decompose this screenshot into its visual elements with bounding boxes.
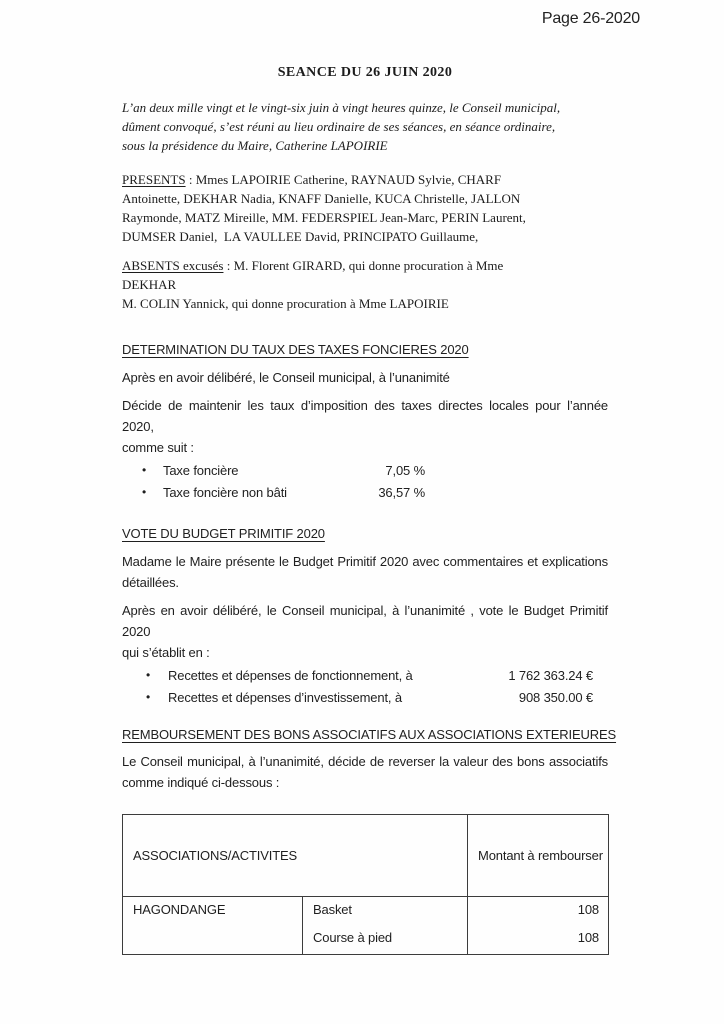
bullet-item	[122, 665, 608, 687]
intro-line: dûment convoqué, s’est réuni au lieu ordinaire de ses séances, en séance ordinaire,	[122, 119, 556, 134]
paragraph-line: Après en avoir délibéré, le Conseil municipal, à l’unanimité , vote le Budget Primitif 2020	[122, 603, 608, 639]
bullet-icon: •	[146, 668, 151, 682]
table-cell-activity: Basket	[303, 897, 468, 925]
presents-line: Antoinette, DEKHAR Nadia, KNAFF Danielle, KUCA Christelle, JALLON	[122, 191, 521, 206]
table-cell-amount: 108	[577, 929, 600, 945]
presents-line-rest: : Mmes LAPOIRIE Catherine, RAYNAUD Sylvie, CHARF	[185, 172, 502, 187]
presents-line: DUMSER Daniel, LA VAULLEE David, PRINCIPATO Guillaume,	[122, 229, 479, 244]
paragraph	[122, 367, 608, 388]
bullet-label: Taxe foncière	[163, 463, 239, 478]
associations-table	[122, 814, 609, 955]
absents-label: ABSENTS excusés	[122, 258, 224, 273]
bullet-item	[122, 482, 608, 504]
bullet-list-budget	[122, 665, 608, 709]
paragraph-line: Le Conseil municipal, à l’unanimité, décide de reverser la valeur des bons associatifs	[122, 754, 608, 769]
absents-paragraph	[122, 256, 608, 313]
paragraph-line: Après en avoir délibéré, le Conseil municipal, à l’unanimité	[122, 370, 450, 385]
intro-line: sous la présidence du Maire, Catherine LAPOIRIE	[122, 138, 388, 153]
paragraph-line: Décide de maintenir les taux d’imposition des taxes directes locales pour l’année 2020,	[122, 398, 608, 434]
paragraph	[122, 395, 608, 458]
paragraph	[122, 551, 608, 593]
paragraph-line: Madame le Maire présente le Budget Primitif 2020 avec commentaires et explications	[122, 554, 608, 569]
paragraph-line: qui s’établit en :	[122, 645, 210, 660]
bullet-icon: •	[142, 463, 147, 477]
absents-first-line	[122, 256, 608, 275]
presents-label: PRESENTS	[122, 172, 186, 187]
intro-line: L’an deux mille vingt et le vingt-six juin à vingt heures quinze, le Conseil municipal,	[122, 100, 561, 115]
bullet-item	[122, 687, 608, 709]
bullet-label: Recettes et dépenses de fonctionnement, à	[168, 668, 413, 683]
page-number: Page 26-2020	[541, 10, 640, 27]
presents-line: Raymonde, MATZ Mireille, MM. FEDERSPIEL Jean-Marc, PERIN Laurent,	[122, 210, 526, 225]
bullet-icon: •	[146, 690, 151, 704]
section-heading-budget-primitif: VOTE DU BUDGET PRIMITIF 2020	[122, 526, 325, 541]
intro-paragraph	[122, 98, 608, 155]
table-cell-org: HAGONDANGE	[123, 897, 303, 955]
bullet-label: Taxe foncière non bâti	[163, 485, 287, 500]
paragraph-line: détaillées.	[122, 575, 179, 590]
document-title: SEANCE DU 26 JUIN 2020	[277, 65, 453, 80]
presents-paragraph	[122, 170, 608, 246]
table-header-cell-amount: Montant à rembourser	[468, 815, 609, 897]
section-heading-taxes-foncieres: DETERMINATION DU TAUX DES TAXES FONCIERES 2020	[122, 342, 469, 357]
table-row	[123, 897, 609, 925]
bullet-value: 1 762 363.24 €	[508, 668, 593, 683]
bullet-item	[122, 460, 608, 482]
absents-line: M. COLIN Yannick, qui donne procuration à Mme LAPOIRIE	[122, 296, 449, 311]
paragraph	[122, 600, 608, 663]
table-cell-amount: 108	[577, 902, 600, 917]
bullet-value: 7,05 %	[385, 463, 425, 478]
paragraph-line: comme suit :	[122, 440, 194, 455]
bullet-value: 908 350.00 €	[518, 690, 593, 705]
paragraph-line: comme indiqué ci-dessous :	[122, 775, 280, 790]
paragraph	[122, 751, 608, 793]
bullet-label: Recettes et dépenses d’investissement, à	[168, 690, 402, 705]
section-heading-remboursement: REMBOURSEMENT DES BONS ASSOCIATIFS AUX ASSOCIATIONS EXTERIEURES	[122, 727, 617, 742]
presents-first-line	[122, 170, 608, 189]
table-header-cell-associations: ASSOCIATIONS/ACTIVITES	[123, 815, 468, 897]
table-header-row	[123, 815, 609, 897]
bullet-list-taxes	[122, 460, 608, 504]
bullet-icon: •	[142, 485, 147, 499]
bullet-value: 36,57 %	[378, 485, 425, 500]
absents-line-rest: : M. Florent GIRARD, qui donne procuration à Mme	[223, 258, 504, 273]
table-cell-activity: Course à pied	[303, 925, 468, 955]
absents-line: DEKHAR	[122, 277, 177, 292]
